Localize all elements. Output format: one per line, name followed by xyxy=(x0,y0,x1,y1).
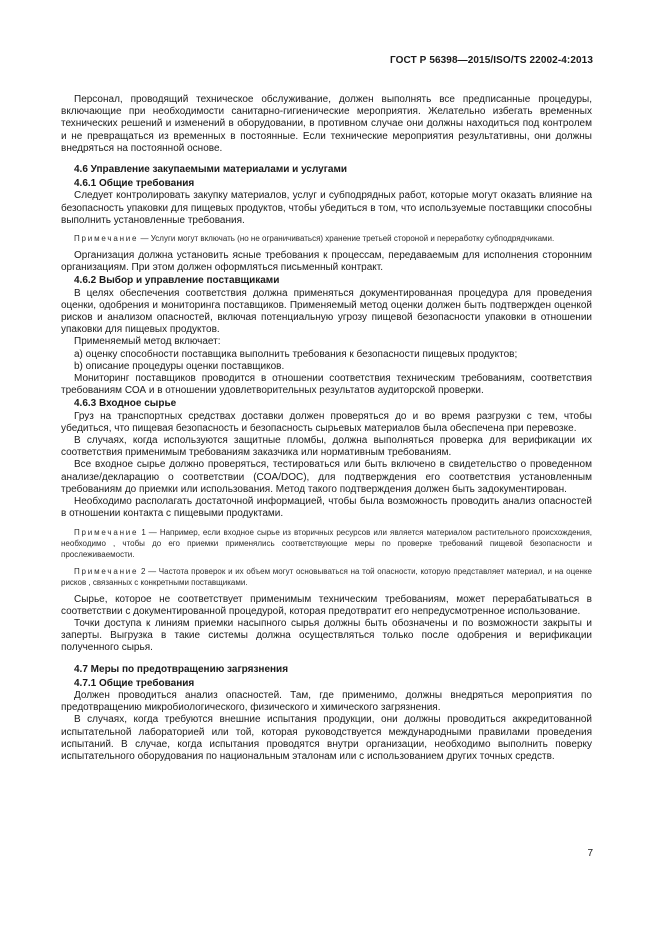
body-paragraph: Все входное сырье должно проверяться, тестироваться или быть включено в свидетельство о проведенном анализе/декларацию о соответствии (COA/DOC), для подтверждения его соответствия установленным требованиям до приемки или использования. Метод такого подтверждения должен быть задокументирован. xyxy=(61,459,592,495)
body-paragraph: Должен проводиться анализ опасностей. Там, где применимо, должны внедряться мероприятия по предотвращению микробиологического, физического и химического загрязнения. xyxy=(61,689,592,714)
subsection-heading: 4.6.2 Выбор и управление поставщиками xyxy=(74,275,280,287)
note-text: — Услуги могут включать (но не ограничиваться) хранение третьей стороной и переработку субподрядчиками. xyxy=(138,234,555,244)
note-paragraph xyxy=(61,527,592,560)
note-label: Примечание xyxy=(74,566,139,576)
body-paragraph: а) оценку способности поставщика выполнить требования к безопасности пищевых продуктов; xyxy=(74,348,518,360)
body-paragraph: Точки доступа к линиям приемки насыпного сырья должны быть обозначены и по возможности закрыты и заперты. Выгрузка в такие системы должна осуществляться только после одобрения и верификации полученного сырья. xyxy=(61,617,592,654)
note-label: Примечание xyxy=(74,234,139,244)
body-paragraph: b) описание процедуры оценки поставщиков. xyxy=(74,360,285,372)
body-paragraph: Мониторинг поставщиков проводится в отношении соответствия техническим требованиям, соответствия требованиям СОА и в отношении удовлетворительных результатов аудиторской проверки. xyxy=(61,373,592,397)
section-heading: 4.6 Управление закупаемыми материалами и услугами xyxy=(74,164,348,176)
subsection-heading: 4.7.1 Общие требования xyxy=(74,677,195,689)
note-text: 1 — Например, если входное сырье из вторичных ресурсов или является материалом растительного происхождения, необходимо , чтобы до его приемки применялись соответствующие меры по проверке требований пищевой безопасности и прослеживаемости. xyxy=(61,527,592,559)
body-paragraph: Следует контролировать закупку материалов, услуг и субподрядных работ, которые могут оказать влияние на безопасность упаковки для пищевых продуктов, чтобы убедиться в том, что используемые поставщики способны выполнить установленные требования. xyxy=(61,190,592,226)
document-body xyxy=(61,94,592,763)
note-label: Примечание xyxy=(74,527,139,537)
body-paragraph: Груз на транспортных средствах доставки должен проверяться до и во время разгрузки с тем, чтобы убедиться, что пищевая безопасность и безопасность сырьевых материалов была обеспечена при перевозке. xyxy=(61,410,592,434)
note-text: 2 — Частота проверок и их объем могут основываться на той опасности, которую представляет материал, и на оценке рисков , связанных с конкретными поставщиками. xyxy=(61,566,592,587)
body-paragraph: Организация должна установить ясные требования к процессам, передаваемым для исполнения сторонним организациям. При этом должен оформляться письменный контракт. xyxy=(61,250,592,274)
page-number: 7 xyxy=(587,848,593,859)
body-paragraph: Сырье, которое не соответствует применимым техническим требованиям, может перерабатываться в соответствии с документированной процедурой, которая предотвратит его непредусмотренное использование. xyxy=(61,593,592,617)
body-paragraph: В целях обеспечения соответствия должна применяться документированная процедура для проведения оценки, одобрения и мониторинга поставщиков. Применяемый метод оценки должен быть подтвержден оценкой рисков и анализом опасностей, включая потенциальную угрозу пищевой безопасности упаковки в отношении упаковки для пищевых продуктов. xyxy=(61,287,592,336)
subsection-heading: 4.6.1 Общие требования xyxy=(74,178,195,190)
note-paragraph xyxy=(61,566,592,588)
body-paragraph: В случаях, когда используются защитные пломбы, должна выполняться проверка для верификации их соответствия применимым требованиям заказчика или нормативным требованиям. xyxy=(61,435,592,459)
body-paragraph: Необходимо располагать достаточной информацией, чтобы была возможность проводить анализ опасностей в отношении контакта с пищевыми продуктами. xyxy=(61,496,592,520)
body-paragraph: Применяемый метод включает: xyxy=(74,336,221,348)
body-paragraph: В случаях, когда требуются внешние испытания продукции, они должны проводиться аккредитованной испытательной лабораторией или той, которая руководствуется международными правилами проведения испытаний. В случае, когда испытания проводятся внутри организации, необходимо выполнить поверку испытательного оборудования по национальным эталонам или с использованием других точных средств. xyxy=(61,714,592,762)
page-header: ГОСТ Р 56398—2015/ISO/TS 22002-4:2013 xyxy=(390,55,593,66)
note-paragraph xyxy=(61,233,592,244)
subsection-heading: 4.6.3 Входное сырье xyxy=(74,398,177,410)
body-paragraph: Персонал, проводящий техническое обслуживание, должен выполнять все предписанные процедуры, включающие при необходимости санитарно-гигиенические мероприятия. Желательно избегать временных технических решений и изменений в оборудовании, в противном случае они должны находиться под контролем и не превращаться из временных в постоянные. Если технические мероприятия результативны, они должны внедряться на постоянной основе. xyxy=(61,94,592,154)
section-heading: 4.7 Меры по предотвращению загрязнения xyxy=(74,663,289,675)
